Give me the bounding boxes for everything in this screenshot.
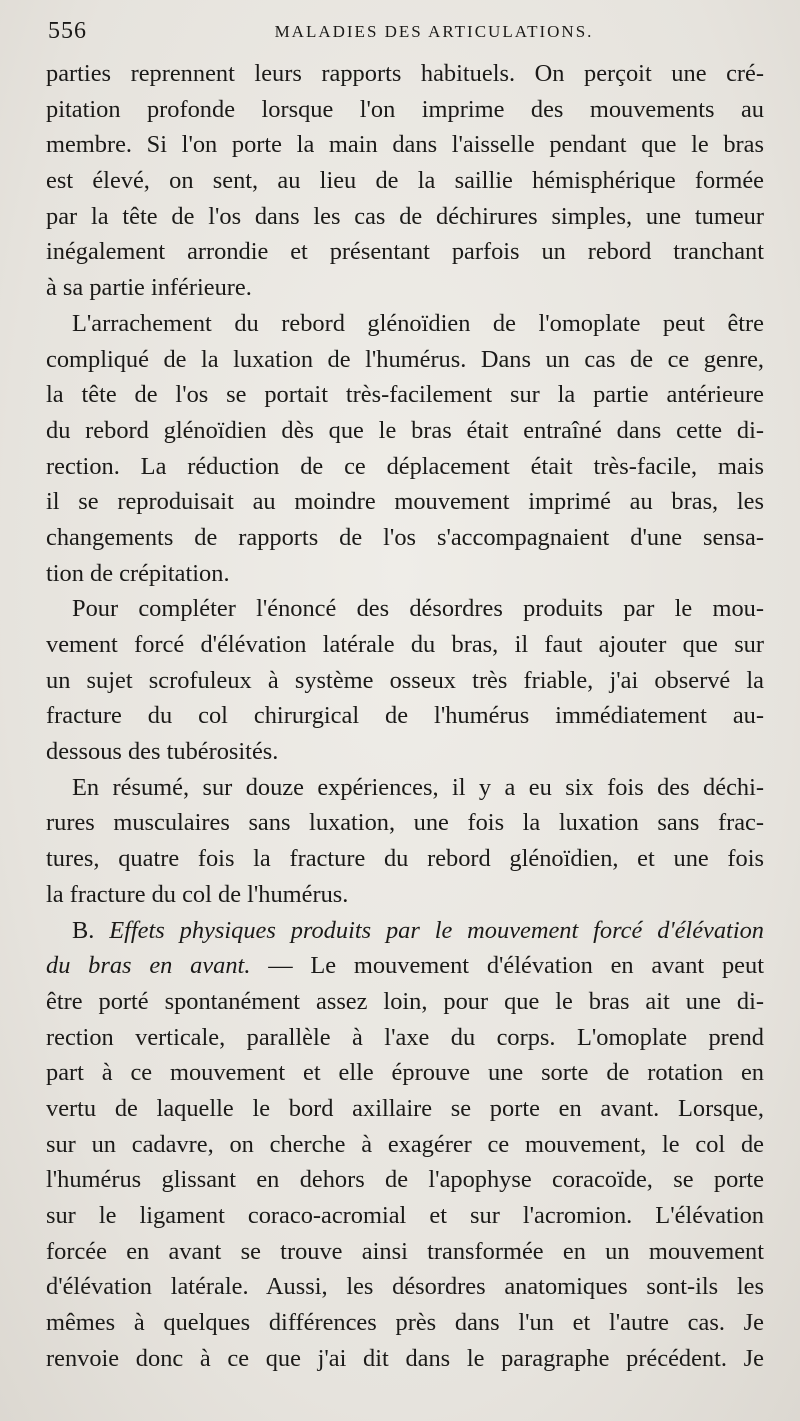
text-line: du rebord glénoïdien dès que le bras était entraîné dans cette di- [46,416,764,444]
text-line: la fracture du col de l'humérus. [46,880,349,908]
text-line: d'élévation latérale. Aussi, les désordres anatomiques sont-ils les [46,1273,764,1301]
text-line: est élevé, on sent, au lieu de la saillie hémisphérique formée [46,167,764,195]
paragraph-2 [46,306,764,592]
text-line: forcée en avant se trouve ainsi transformée en un mouvement [46,1237,764,1265]
text-line: sur le ligament coraco-acromial et sur l'acromion. L'élévation [46,1202,764,1229]
text-line: parties reprennent leurs rapports habituels. On perçoit une cré- [46,60,764,87]
text-line: inégalement arrondie et présentant parfois un rebord tranchant [46,238,764,266]
text-line: un sujet scrofuleux à système osseux très friable, j'ai observé la [46,666,764,694]
text-line: tion de crépitation. [46,559,230,587]
text-line: membre. Si l'on porte la main dans l'aisselle pendant que le bras [46,131,764,159]
text-line: l'humérus glissant en dehors de l'apophyse coracoïde, se porte [46,1166,764,1194]
text-line: vement forcé d'élévation latérale du bras, il faut ajouter que sur [46,631,764,658]
running-head: MALADIES DES ARTICULATIONS. [274,22,594,41]
text-line: à sa partie inférieure. [46,274,252,302]
paragraph-4 [46,770,764,913]
text-line: L'arrachement du rebord glénoïdien de l'omoplate peut être [72,309,764,337]
text-line: il se reproduisait au moindre mouvement imprimé au bras, les [46,488,764,516]
paragraph-1 [46,56,764,306]
text-line: renvoie donc à ce que j'ai dit dans le paragraphe précédent. Je [46,1344,764,1372]
text-line: fracture du col chirurgical de l'humérus immédiatement au- [46,702,764,730]
text-line: par la tête de l'os dans les cas de déchirures simples, une tumeur [46,202,764,230]
text-line: tures, quatre fois la fracture du rebord glénoïdien, et une fois [46,845,764,873]
page-header [48,18,760,50]
paragraph-3 [46,591,764,769]
section-letter: B. [72,916,110,944]
body-text [46,56,764,1376]
text-line: part à ce mouvement et elle éprouve une sorte de rotation en [46,1059,764,1087]
text-line: être porté spontanément assez loin, pour que le bras ait une di- [46,987,764,1015]
section-text-start: — Le mouvement d'élévation en avant peut [250,952,764,980]
text-line: dessous des tubérosités. [46,738,279,766]
text-line: Pour compléter l'énoncé des désordres produits par le mou- [72,595,764,623]
text-line: pitation profonde lorsque l'on imprime des mouvements au [46,95,764,123]
text-line: compliqué de la luxation de l'humérus. Dans un cas de ce genre, [46,345,764,373]
text-line: sur un cadavre, on cherche à exagérer ce mouvement, le col de [46,1130,764,1158]
text-line: rection. La réduction de ce déplacement était très-facile, mais [46,452,764,480]
text-line: En résumé, sur douze expériences, il y a eu six fois des déchi- [72,773,764,801]
section-heading-line-2 [46,948,764,984]
text-line: changements de rapports de l'os s'accompagnaient d'une sensa- [46,523,764,551]
page-number: 556 [48,18,87,44]
text-line: mêmes à quelques différences près dans l'un et l'autre cas. Je [46,1309,764,1337]
section-title-italic: Effets physiques produits par le mouvement forcé d'élévation [109,916,764,944]
text-line: rection verticale, parallèle à l'axe du corps. L'omoplate prend [46,1023,764,1051]
text-line: rures musculaires sans luxation, une fois la luxation sans frac- [46,809,764,837]
section-heading-line [46,913,764,949]
section-title-italic-end: du bras en avant. [46,952,251,980]
text-line: la tête de l'os se portait très-facilement sur la partie antérieure [46,381,764,409]
text-line: vertu de laquelle le bord axillaire se porte en avant. Lorsque, [46,1094,764,1122]
paragraph-5 [46,913,764,1377]
